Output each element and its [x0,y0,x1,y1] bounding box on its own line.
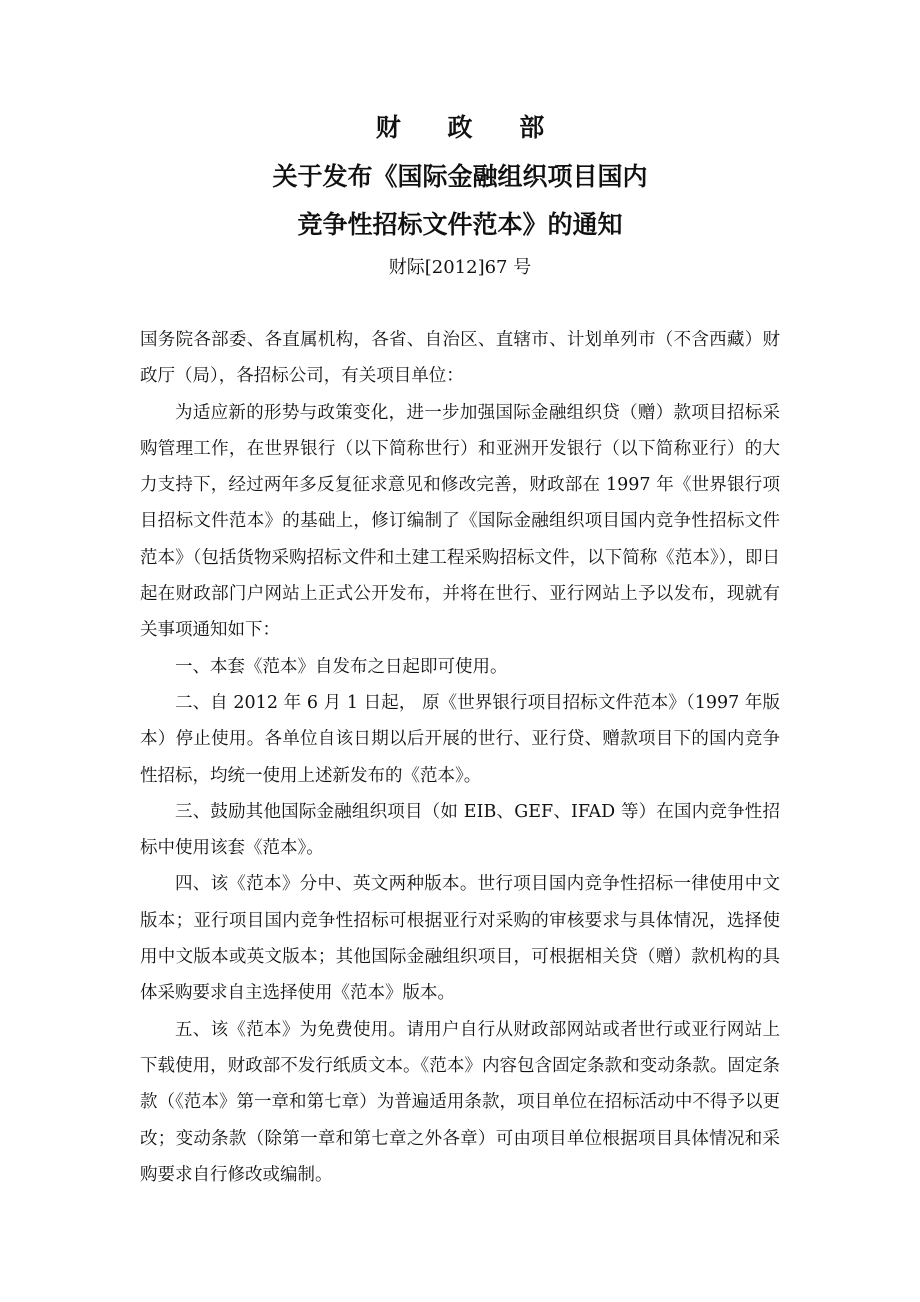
item-paragraph-1: 一、本套《范本》自发布之日起即可使用。 [175,656,508,677]
item-paragraph-5: 五、该《范本》为免费使用。请用户自行从财政部网站或者世行或亚行网站上下载使用，财政部不发行纸质文本。《范本》内容包含固定条款和变动条款。固定条款（《范本》第一章和第七章）为普遍适用条款，项目单位在招标活动中不得予以更改；变动条款（除第一章和第七章之外各章）可由项目单位根据项目具体情况和采购要求自行修改或编制。 [140,1019,780,1185]
item-paragraph-2: 二、自 2012 年 6 月 1 日起， 原《世界银行项目招标文件范本》（1997 年版本）停止使用。各单位自该日期以后开展的世行、亚行贷、赠款项目下的国内竞争性招标，均统一使用上述新发布的《范本》。 [140,692,780,786]
item-paragraph-3: 三、鼓励其他国际金融组织项目（如 EIB、GEF、IFAD 等）在国内竞争性招标中使用该套《范本》。 [140,801,780,859]
notice-title-line-2: 竞争性招标文件范本》的通知 [297,210,623,239]
addressee-paragraph: 国务院各部委、各直属机构，各省、自治区、直辖市、计划单列市（不含西藏）财政厅（局），各招标公司，有关项目单位： [140,330,780,387]
notice-title-line-1: 关于发布《国际金融组织项目国内 [272,162,648,191]
document-body [140,322,780,1193]
document-number: 财际[2012]67 号 [388,257,532,278]
intro-paragraph: 为适应新的形势与政策变化，进一步加强国际金融组织贷（赠）款项目招标采购管理工作，在世界银行（以下简称世行）和亚洲开发银行（以下简称亚行）的大力支持下，经过两年多反复征求意见和修改完善，财政部在 1997 年《世界银行项目招标文件范本》的基础上，修订编制了《国际金融组织项目国内竞争性招标文件范本》（包括货物采购招标文件和土建工程采购招标文件，以下简称《范本》），即日起在财政部门户网站上正式公开发布，并将在世行、亚行网站上予以发布，现就有关事项通知如下： [140,402,780,641]
item-paragraph-4: 四、该《范本》分中、英文两种版本。世行项目国内竞争性招标一律使用中文版本；亚行项目国内竞争性招标可根据亚行对采购的审核要求与具体情况，选择使用中文版本或英文版本；其他国际金融组织项目，可根据相关贷（赠）款机构的具体采购要求自主选择使用《范本》版本。 [140,874,780,1004]
issuer-title: 财 政 部 [375,113,564,142]
